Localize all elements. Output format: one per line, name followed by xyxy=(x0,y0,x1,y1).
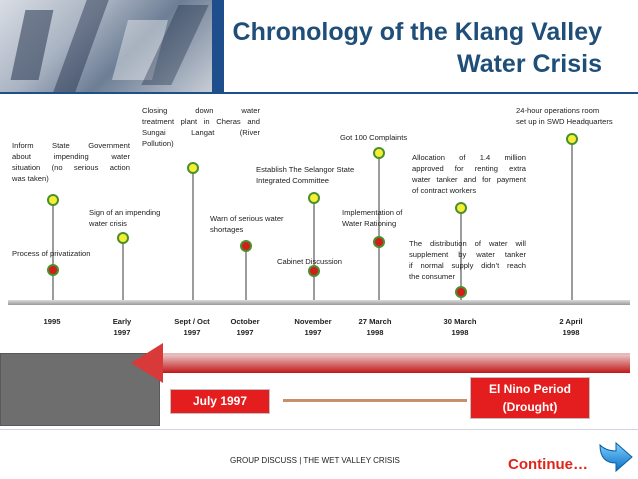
node-warn xyxy=(240,240,252,252)
event-distribution-line3: if normal supply didn’t reach xyxy=(409,261,526,270)
event-closing-line4: Pollution) xyxy=(142,139,174,148)
date-early-1997-line1: Early xyxy=(112,317,132,326)
event-inform-line4: was taken) xyxy=(12,174,49,183)
node-implementation xyxy=(373,236,385,248)
slide-title-line1: Chronology of the Klang Valley xyxy=(232,18,602,46)
event-operations xyxy=(516,105,613,127)
date-early-1997-line2: 1997 xyxy=(113,328,131,337)
stem-sept-oct-1997 xyxy=(192,168,194,300)
event-cabinet: Cabinet Discussion xyxy=(277,257,342,266)
event-closing xyxy=(142,105,260,149)
period-connector-line xyxy=(283,399,467,402)
timeline-axis xyxy=(8,300,630,305)
date-2-april-1998 xyxy=(541,316,601,338)
node-allocation xyxy=(455,202,467,214)
node-closing xyxy=(187,162,199,174)
period-end-line2: (Drought) xyxy=(502,400,558,414)
event-distribution-line4: the consumer xyxy=(409,272,456,281)
date-27-march-1998-line2: 1998 xyxy=(366,328,384,337)
event-implementation-line1: Implementation of xyxy=(342,208,403,217)
event-sign-line2: water crisis xyxy=(89,219,127,228)
period-arrow-head xyxy=(131,343,163,383)
event-complaints: Got 100 Complaints xyxy=(340,133,408,142)
node-operations xyxy=(566,133,578,145)
node-distribution xyxy=(455,286,467,298)
event-allocation-line3: water tanker and for payment xyxy=(412,175,526,184)
stem-early-1997 xyxy=(122,240,124,300)
continue-link[interactable]: Continue… xyxy=(508,456,588,473)
event-inform xyxy=(12,140,130,184)
stem-november-1997 xyxy=(313,200,315,300)
date-30-march-1998-line1: 30 March xyxy=(443,317,477,326)
date-sept-oct-1997-line1: Sept / Oct xyxy=(174,317,210,326)
date-october-1997-line1: October xyxy=(230,317,260,326)
period-end-line1: El Nino Period xyxy=(488,382,571,396)
event-privatization: Process of privatization xyxy=(12,249,91,258)
event-closing-line2: treatment plant in Cheras and xyxy=(142,117,260,126)
node-inform xyxy=(47,194,59,206)
node-complaints xyxy=(373,147,385,159)
event-allocation-line2: approved for renting extra xyxy=(412,164,526,173)
date-1995 xyxy=(22,316,82,327)
node-privatization xyxy=(47,264,59,276)
date-30-march-1998 xyxy=(430,316,490,338)
stem-october-1997 xyxy=(245,246,247,300)
date-2-april-1998-line1: 2 April xyxy=(559,317,583,326)
date-27-march-1998-line1: 27 March xyxy=(358,317,392,326)
event-operations-line1: 24-hour operations room xyxy=(516,106,600,115)
event-closing-line1: Closing down water xyxy=(142,106,260,115)
event-sign-line1: Sign of an impending xyxy=(89,208,161,217)
date-october-1997 xyxy=(215,316,275,338)
footer-divider xyxy=(0,429,638,430)
event-warn-line2: shortages xyxy=(210,225,244,234)
date-october-1997-line2: 1997 xyxy=(236,328,254,337)
date-27-march-1998 xyxy=(345,316,405,338)
date-sept-oct-1997-line2: 1997 xyxy=(183,328,201,337)
date-sept-oct-1997 xyxy=(162,316,222,338)
node-sign xyxy=(117,232,129,244)
event-distribution-line2: supplement by water tanker xyxy=(409,250,526,259)
node-establish xyxy=(308,192,320,204)
date-early-1997 xyxy=(92,316,152,338)
event-sign xyxy=(89,207,160,229)
date-november-1997 xyxy=(283,316,343,338)
event-inform-line3: situation (no serious action xyxy=(12,163,130,172)
header-divider xyxy=(0,92,638,94)
period-start-box: July 1997 xyxy=(170,389,270,414)
event-establish-line2: Integrated Committee xyxy=(256,176,330,185)
event-distribution xyxy=(409,238,526,282)
date-30-march-1998-line2: 1998 xyxy=(451,328,469,337)
footer-text: GROUP DISCUSS | THE WET VALLEY CRISIS xyxy=(230,456,400,465)
header-photo xyxy=(0,0,212,92)
stem-2-april-1998 xyxy=(571,139,573,300)
event-allocation-line4: of contract workers xyxy=(412,186,477,195)
period-end-box xyxy=(470,377,590,419)
period-arrow xyxy=(160,353,630,373)
event-establish xyxy=(256,164,354,186)
event-establish-line1: Establish The Selangor State xyxy=(256,165,355,174)
event-allocation xyxy=(412,152,526,196)
event-implementation xyxy=(342,207,402,229)
event-inform-line2: about impending water xyxy=(12,152,130,161)
date-november-1997-line1: November xyxy=(294,317,332,326)
event-inform-line1: Inform State Government xyxy=(12,141,130,150)
date-2-april-1998-line2: 1998 xyxy=(562,328,580,337)
event-distribution-line1: The distribution of water will xyxy=(409,239,526,248)
event-allocation-line1: Allocation of 1.4 million xyxy=(412,153,526,162)
date-1995-line1: 1995 xyxy=(43,317,61,326)
event-implementation-line2: Water Rationing xyxy=(342,219,397,228)
header-accent-bar xyxy=(212,0,224,92)
date-november-1997-line2: 1997 xyxy=(304,328,322,337)
next-arrow-icon[interactable] xyxy=(596,437,634,475)
event-warn xyxy=(210,213,284,235)
event-operations-line2: set up in SWD Headquarters xyxy=(516,117,613,126)
event-closing-line3: Sungai Langat (River xyxy=(142,128,260,137)
event-warn-line1: Warn of serious water xyxy=(210,214,284,223)
slide-title xyxy=(230,16,602,80)
slide-title-line2: Water Crisis xyxy=(457,50,602,78)
